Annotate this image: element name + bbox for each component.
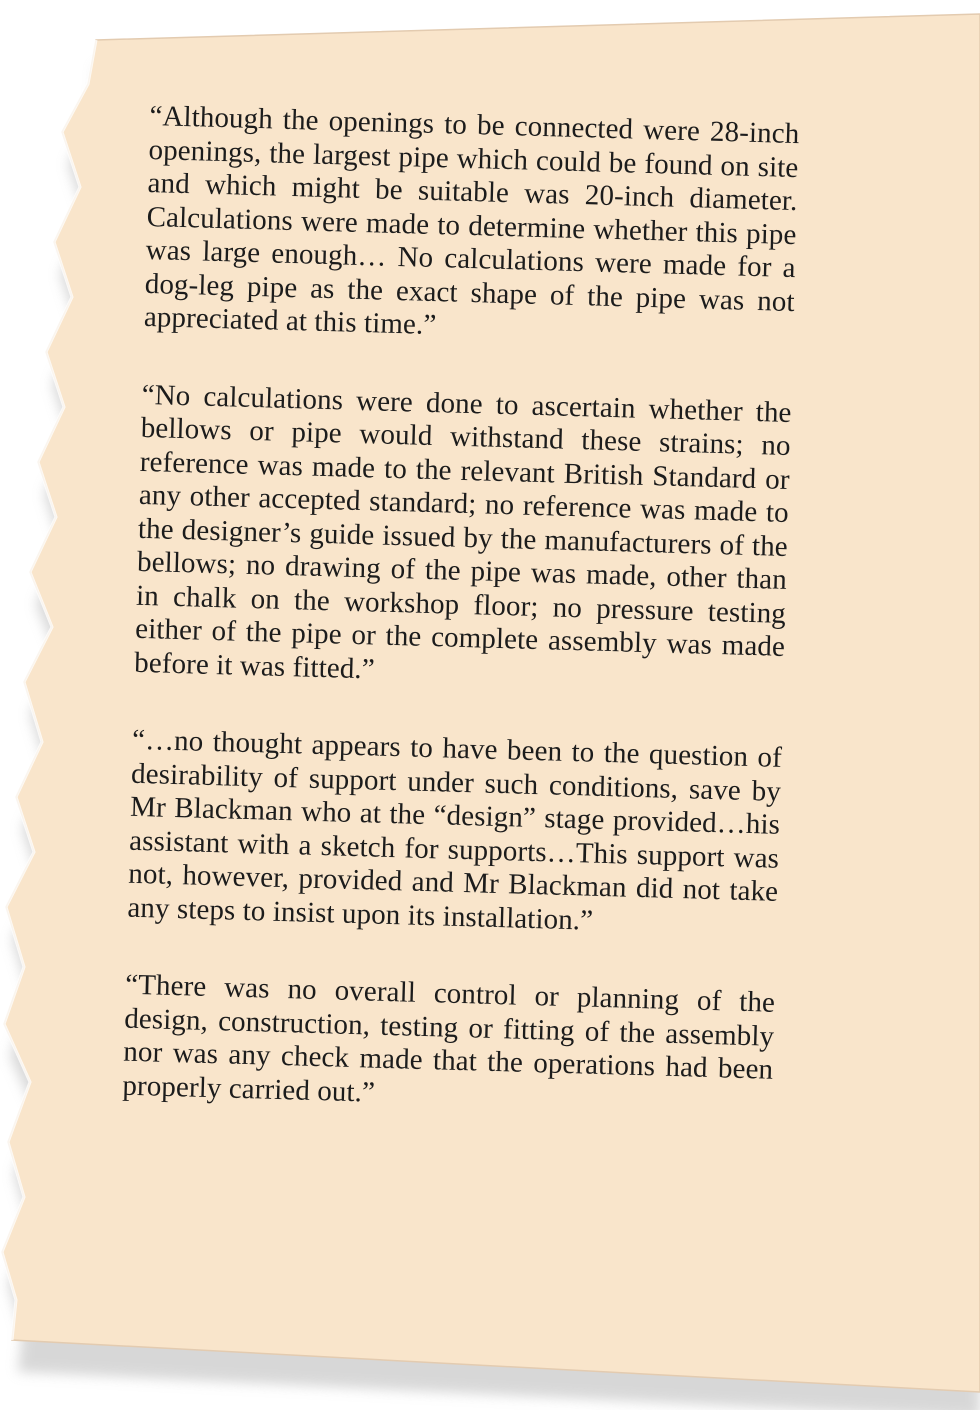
quotation-text-block xyxy=(122,100,800,1121)
quote-paragraph-2: “No calculations were done to ascertain whether the bellows or pipe would withstand these strains; no reference was made to the relevant British Standard or any other accepted standard; no reference was made to the designer’s guide issued by the manufacturers of the bellows; no drawing of the pipe was made, other than in chalk on the workshop floor; no pressure testing either of the pipe or the complete assembly was made before it was fitted.” xyxy=(133,378,792,685)
quote-paragraph-4: “There was no overall control or planning of the design, construction, testing or fitting of the assembly nor was any check made that the operations had been properly carried out.” xyxy=(122,968,776,1109)
quote-paragraph-3: “…no thought appears to have been to the question of desirability of support under such conditions, save by Mr Blackman who at the “design” stage provided…his assistant with a sketch for supports…This support was not, however, provided and Mr Blackman did not take any steps to insist upon its installation.” xyxy=(127,723,783,937)
quote-paragraph-1: “Although the openings to be connected were 28-inch openings, the largest pipe which could be found on site and which might be suitable was 20-inch diameter. Calculations were made to determine whether this pipe was large enough… No calculations were made for a dog-leg pipe as the exact shape of the pipe was not appreciated at this time.” xyxy=(143,100,800,342)
